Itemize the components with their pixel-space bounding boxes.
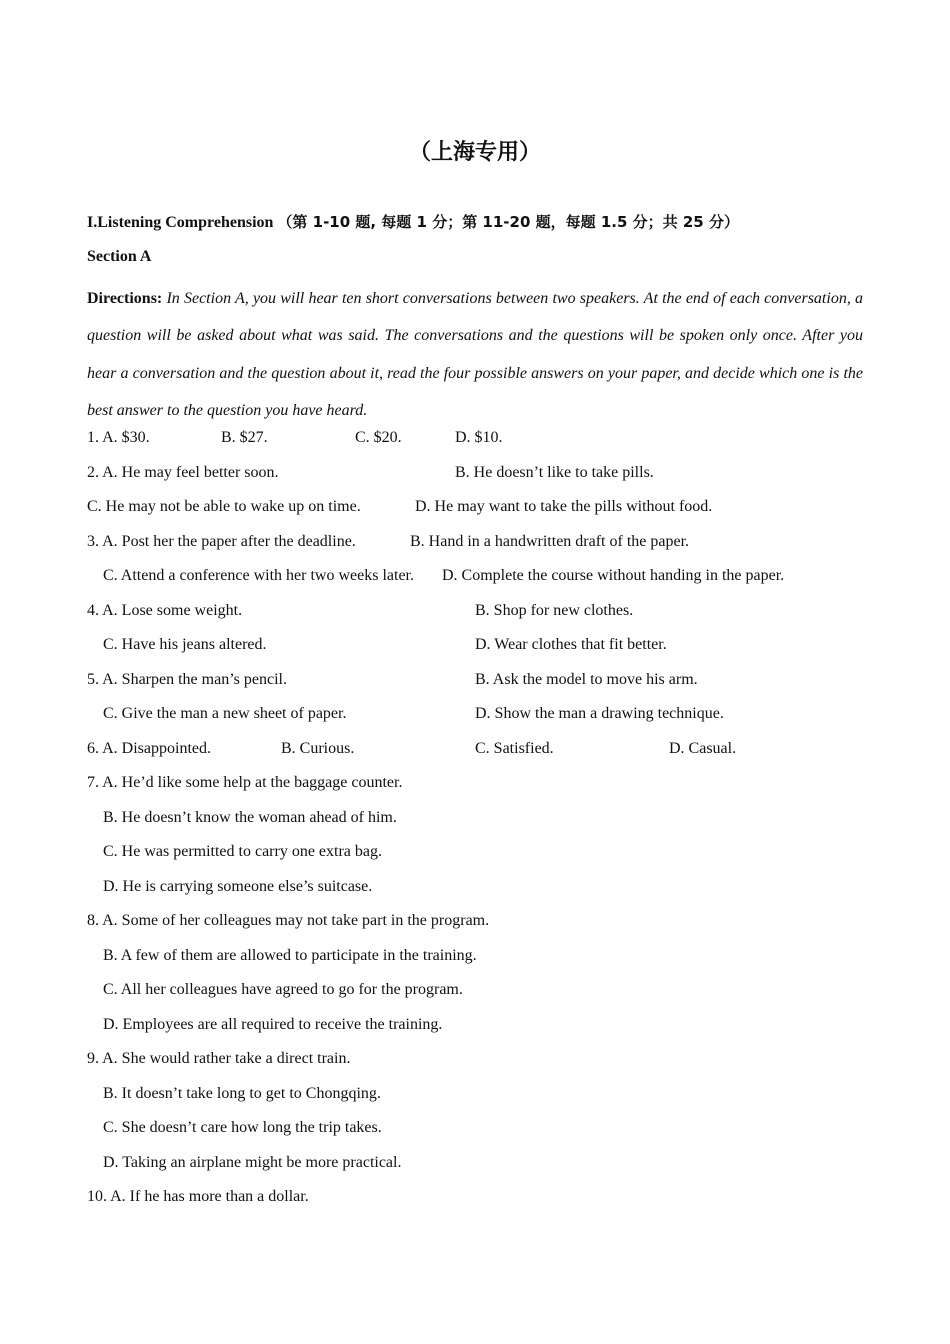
q2-option-d: D. He may want to take the pills without food. <box>415 498 713 515</box>
subsection-title: Section A <box>87 248 152 265</box>
q7-option-c: C. He was permitted to carry one extra bag. <box>103 843 383 860</box>
section-heading <box>87 212 739 233</box>
q8-option-d: D. Employees are all required to receive the training. <box>103 1016 443 1033</box>
q1-option-b: B. $27. <box>221 429 268 446</box>
q10-option-a: 10. A. If he has more than a dollar. <box>87 1188 309 1205</box>
q9-option-c: C. She doesn’t care how long the trip takes. <box>103 1119 382 1136</box>
directions-paragraph <box>87 280 863 429</box>
q6-option-b: B. Curious. <box>281 740 355 757</box>
section-title: I.Listening Comprehension <box>87 214 274 231</box>
q3-option-d: D. Complete the course without handing in the paper. <box>442 567 785 584</box>
q9-option-b: B. It doesn’t take long to get to Chongqing. <box>103 1085 381 1102</box>
q1-option-c: C. $20. <box>355 429 402 446</box>
section-scoring: （第 1-10 题, 每题 1 分；第 11-20 题，每题 1.5 分；共 25 分） <box>277 213 739 231</box>
q5-option-c: C. Give the man a new sheet of paper. <box>103 705 347 722</box>
q7-option-d: D. He is carrying someone else’s suitcase. <box>103 878 373 895</box>
q2-option-c: C. He may not be able to wake up on time. <box>87 498 361 515</box>
q4-option-d: D. Wear clothes that fit better. <box>475 636 667 653</box>
q8-option-b: B. A few of them are allowed to participate in the training. <box>103 947 477 964</box>
q5-option-b: B. Ask the model to move his arm. <box>475 671 698 688</box>
q4-option-c: C. Have his jeans altered. <box>103 636 267 653</box>
q5-option-d: D. Show the man a drawing technique. <box>475 705 724 722</box>
q6-option-a: 6. A. Disappointed. <box>87 740 211 757</box>
directions-label: Directions: <box>87 290 163 307</box>
q7-option-b: B. He doesn’t know the woman ahead of him. <box>103 809 397 826</box>
q3-option-b: B. Hand in a handwritten draft of the paper. <box>410 533 690 550</box>
q3-option-a: 3. A. Post her the paper after the deadline. <box>87 533 356 550</box>
q5-option-a: 5. A. Sharpen the man’s pencil. <box>87 671 287 688</box>
q2-option-a: 2. A. He may feel better soon. <box>87 464 279 481</box>
q6-option-d: D. Casual. <box>669 740 737 757</box>
q9-option-a: 9. A. She would rather take a direct train. <box>87 1050 351 1067</box>
q7-option-a: 7. A. He’d like some help at the baggage counter. <box>87 774 403 791</box>
q2-option-b: B. He doesn’t like to take pills. <box>455 464 654 481</box>
directions-text: In Section A, you will hear ten short conversations between two speakers. At the end of each conversation, a question will be asked about what was said. The conversations and the questions will be spoken only once. After you hear a conversation and the question about it, read the four possible answers on your paper, and decide which one is the best answer to the question you have heard. <box>87 290 864 419</box>
q8-option-a: 8. A. Some of her colleagues may not take part in the program. <box>87 912 490 929</box>
q4-option-a: 4. A. Lose some weight. <box>87 602 243 619</box>
page-title: （上海专用） <box>408 140 541 165</box>
q9-option-d: D. Taking an airplane might be more practical. <box>103 1154 402 1171</box>
q6-option-c: C. Satisfied. <box>475 740 554 757</box>
q1-option-d: D. $10. <box>455 429 503 446</box>
q4-option-b: B. Shop for new clothes. <box>475 602 634 619</box>
q8-option-c: C. All her colleagues have agreed to go for the program. <box>103 981 463 998</box>
q1-option-a: 1. A. $30. <box>87 429 150 446</box>
q3-option-c: C. Attend a conference with her two weeks later. <box>103 567 414 584</box>
